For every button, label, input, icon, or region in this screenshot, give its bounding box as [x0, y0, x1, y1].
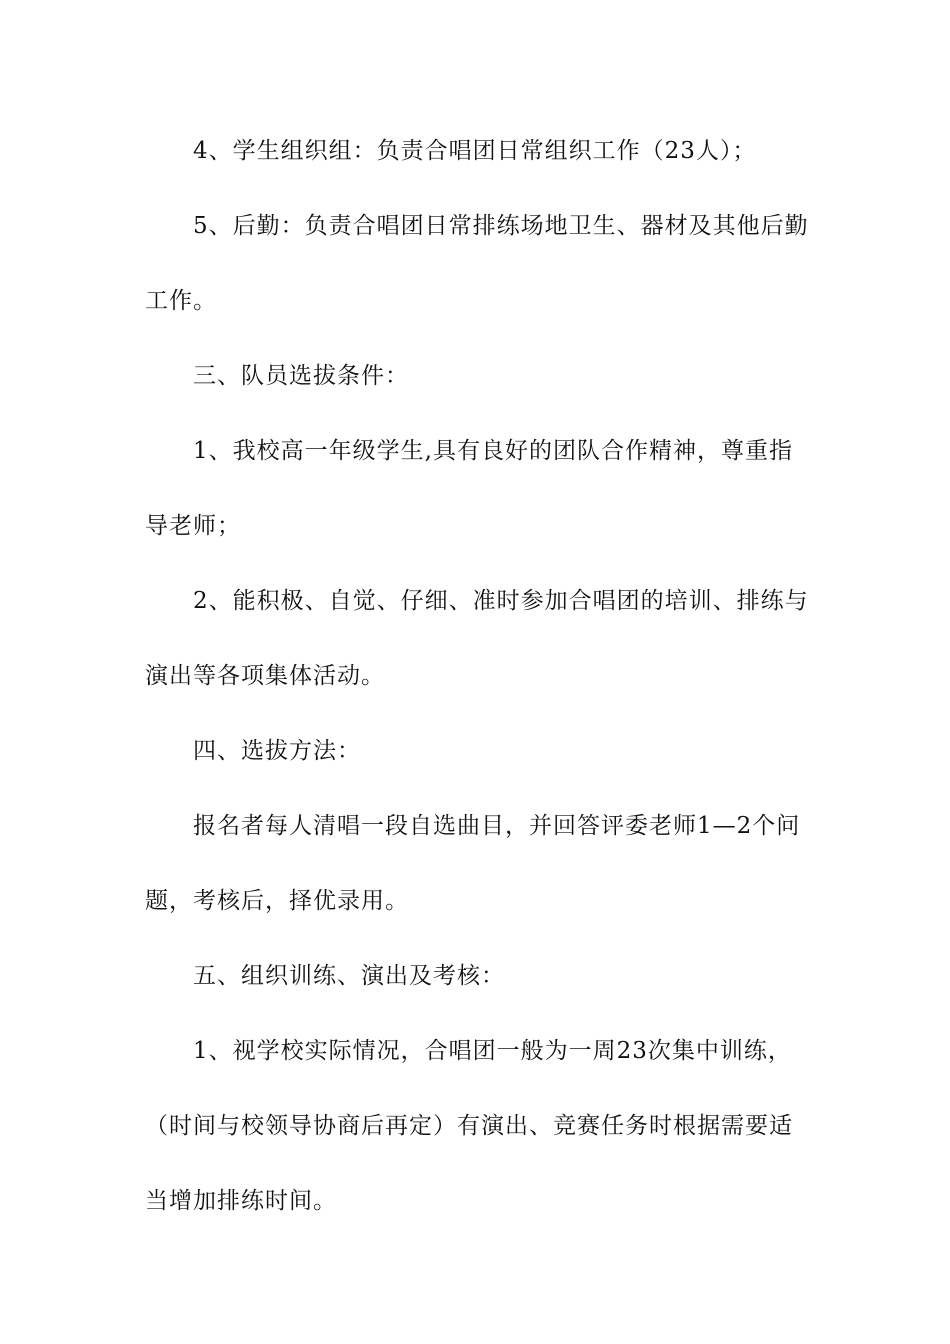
section-heading-selection-method: 四、选拔方法： — [193, 738, 361, 764]
paragraph-line-criteria-2: 2、能积极、自觉、仔细、准时参加合唱团的培训、排练与 — [193, 588, 809, 614]
paragraph-line-training-1-end: 当增加排练时间。 — [145, 1188, 337, 1214]
paragraph-line-student-organization: 4、学生组织组：负责合唱团日常组织工作（23人）； — [193, 138, 757, 164]
section-heading-selection-criteria: 三、队员选拔条件： — [193, 363, 409, 389]
paragraph-line-method-continued: 题，考核后，择优录用。 — [145, 888, 409, 914]
paragraph-line-criteria-1-continued: 导老师； — [145, 513, 241, 539]
paragraph-line-criteria-1: 1、我校高一年级学生,具有良好的团队合作精神，尊重指 — [193, 438, 793, 464]
section-heading-training: 五、组织训练、演出及考核： — [193, 963, 505, 989]
paragraph-line-training-1-continued: （时间与校领导协商后再定）有演出、竞赛任务时根据需要适 — [145, 1113, 793, 1139]
paragraph-line-method: 报名者每人清唱一段自选曲目，并回答评委老师1—2个问 — [193, 813, 801, 839]
paragraph-line-logistics-continued: 工作。 — [145, 288, 217, 314]
paragraph-line-training-1: 1、视学校实际情况，合唱团一般为一周23次集中训练， — [193, 1038, 792, 1064]
paragraph-line-logistics: 5、后勤：负责合唱团日常排练场地卫生、器材及其他后勤 — [193, 213, 809, 239]
paragraph-line-criteria-2-continued: 演出等各项集体活动。 — [145, 663, 385, 689]
